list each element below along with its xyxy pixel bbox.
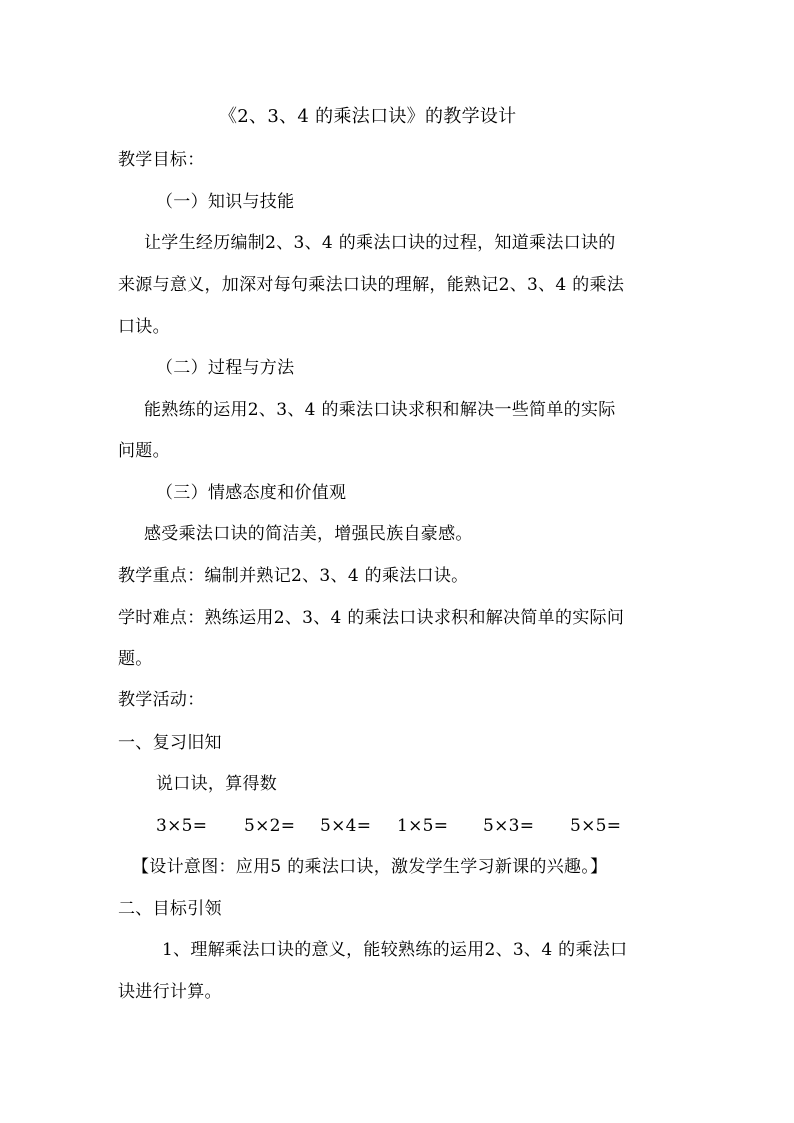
math-item: 5×4= (320, 816, 372, 836)
section1-title: 一、复习旧知 (118, 733, 222, 753)
heading-teaching-activities: 教学活动： (118, 690, 205, 710)
section2-item1-line1: 1、理解乘法口诀的意义，能较熟练的运用2、3、4 的乘法口 (162, 940, 628, 960)
goal1-text-line2: 来源与意义，加深对每句乘法口诀的理解，能熟记2、3、4 的乘法 (118, 275, 625, 295)
design-intent: 【设计意图：应用5 的乘法口诀，激发学生学习新课的兴趣。】 (132, 857, 608, 877)
goal1-title: （一）知识与技能 (156, 192, 295, 212)
math-item: 5×3= (483, 816, 535, 836)
goal1-text-line3: 口诀。 (118, 317, 170, 337)
section2-item1-line2: 诀进行计算。 (118, 982, 222, 1002)
difficulty-line2: 题。 (118, 649, 153, 669)
difficulty-line1: 学时难点：熟练运用2、3、4 的乘法口诀求积和解决简单的实际问 (118, 608, 625, 628)
math-problems-row (0, 816, 794, 836)
math-item: 5×5= (570, 816, 622, 836)
heading-teaching-goals: 教学目标： (118, 150, 205, 170)
goal3-text: 感受乘法口诀的简洁美，增强民族自豪感。 (144, 524, 473, 544)
goal1-text-line1: 让学生经历编制2、3、4 的乘法口诀的过程，知道乘法口诀的 (144, 233, 616, 253)
goal2-text-line1: 能熟练的运用2、3、4 的乘法口诀求积和解决一些简单的实际 (144, 400, 616, 420)
math-item: 5×2= (244, 816, 296, 836)
section2-title: 二、目标引领 (118, 899, 222, 919)
goal2-text-line2: 问题。 (118, 441, 170, 461)
section1-instruction: 说口诀，算得数 (156, 774, 278, 794)
document-title: 《2、3、4 的乘法口诀》的教学设计 (219, 106, 517, 127)
math-item: 3×5= (156, 816, 208, 836)
key-point: 教学重点：编制并熟记2、3、4 的乘法口诀。 (118, 566, 469, 586)
goal3-title: （三）情感态度和价值观 (156, 483, 347, 503)
math-item: 1×5= (397, 816, 449, 836)
goal2-title: （二）过程与方法 (156, 358, 295, 378)
